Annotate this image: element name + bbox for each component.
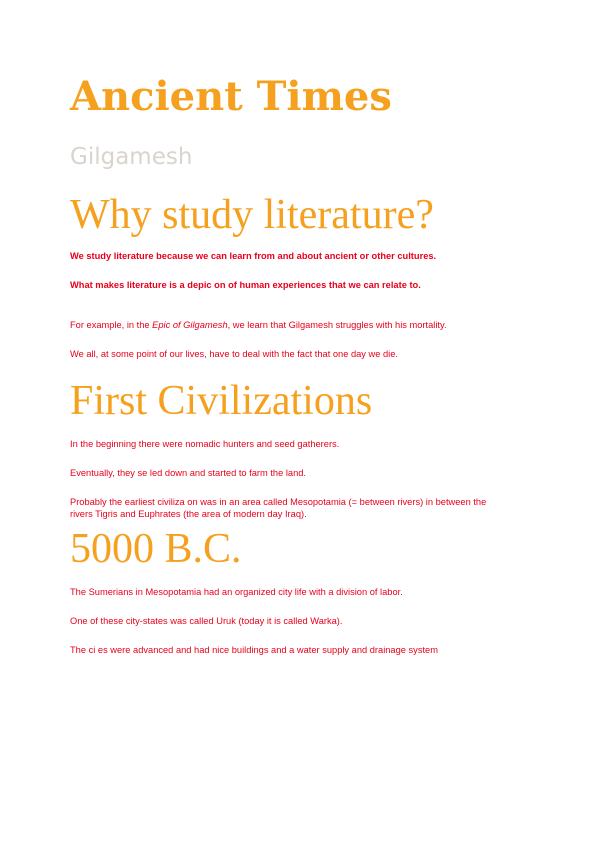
document-subtitle: Gilgamesh [70,144,193,170]
paragraph-nomadic-hunters: In the beginning there were nomadic hunters and seed gatherers. [70,439,340,449]
paragraph-uruk: One of these city-states was called Uruk (today it is called Warka). [70,616,343,626]
heading-first-civilizations: First Civilizations [70,378,373,424]
paragraph-literature-depiction: What makes literature is a depic on of human experiences that we can relate to. [70,280,421,290]
paragraph-sumerians: The Sumerians in Mesopotamia had an organized city life with a division of labor. [70,587,403,597]
heading-why-study-literature: Why study literature? [70,192,434,238]
paragraph-mortality: We all, at some point of our lives, have to deal with the fact that one day we die. [70,349,398,359]
example-prefix: For example, in the [70,320,153,330]
example-suffix: , we learn that Gilgamesh struggles with his mortality. [227,320,447,330]
paragraph-mesopotamia: Probably the earliest civiliza on was in an area called Mesopotamia (= between rivers) in between the rivers Tigris and Euphrates (the area of modern day Iraq). [70,497,487,519]
paragraph-gilgamesh-example [70,320,510,332]
paragraph-study-literature: We study literature because we can learn from and about ancient or other cultures. [70,251,437,261]
heading-5000-bc: 5000 B.C. [70,526,242,572]
paragraph-farm-land: Eventually, they se led down and started to farm the land. [70,468,307,478]
paragraph-cities-advanced: The ci es were advanced and had nice buildings and a water supply and drainage system [70,645,438,655]
document-title: Ancient Times [70,73,392,120]
epic-title: Epic of Gilgamesh [152,320,228,330]
